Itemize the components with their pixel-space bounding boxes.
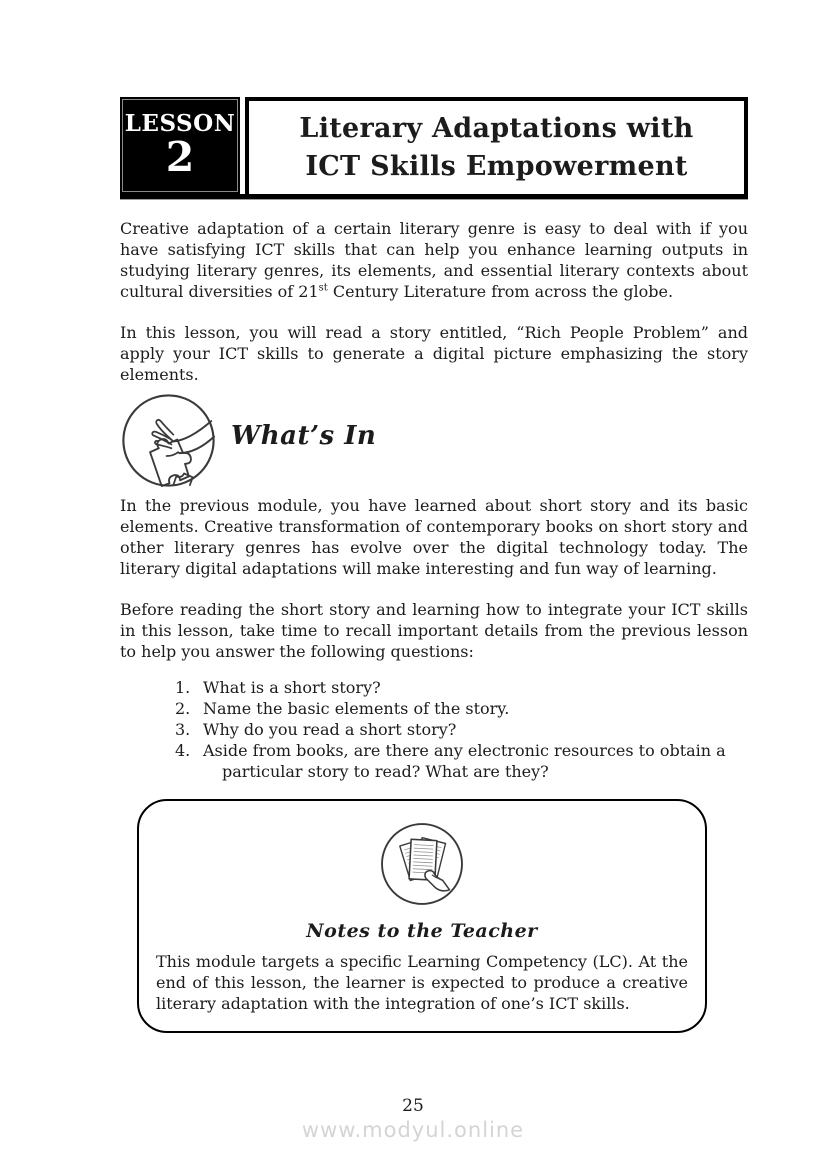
watermark: www.modyul.online [301, 1118, 525, 1142]
teacher-notes-box [137, 799, 707, 1033]
lesson-title-box [245, 97, 748, 194]
intro-paragraph-2: In this lesson, you will read a story entitled, “Rich People Problem” and apply your ICT skills to generate a digital picture emphasizing the story elements. [120, 322, 748, 384]
list-item-text: What is a short story? [203, 677, 381, 697]
intro-paragraph-1-tail: Century Literature from across the globe. [327, 281, 674, 301]
page-content [120, 97, 748, 1033]
intro-paragraph-1-text: Creative adaptation of a certain literary genre is easy to deal with if you have satisfying ICT skills that can help you enhance learning outputs in studying literary genres, its elements, and essential literary contexts about cultural diversities of 21 [120, 218, 748, 301]
papers-hand-icon [156, 821, 688, 911]
list-item [175, 719, 748, 740]
list-item-number: 1. [175, 677, 191, 697]
lesson-banner [120, 97, 748, 199]
whats-in-paragraph-2: Before reading the short story and learning how to integrate your ICT skills in this lesson, take time to recall important details from the previous lesson to help you answer the following questions: [120, 599, 748, 661]
lesson-number-box [120, 97, 240, 194]
list-item-text: Why do you read a short story? [203, 719, 457, 739]
whats-in-section-header [120, 391, 748, 490]
ordinal-superscript: st [318, 282, 328, 294]
lesson-number: 2 [165, 133, 195, 182]
intro-paragraph-1 [120, 218, 748, 302]
teacher-notes-heading: Notes to the Teacher [306, 919, 538, 942]
whats-in-paragraph-1: In the previous module, you have learned about short story and its basic elements. Creative transformation of contemporary books on short story and other literary genres has evolve over the digital technology today. The literary digital adaptations will make interesting and fun way of learning. [120, 495, 748, 578]
list-item [175, 740, 748, 782]
lesson-label: LESSON [124, 110, 236, 138]
puzzle-hand-icon [120, 392, 217, 489]
page-number: 25 [402, 1096, 424, 1116]
list-item-number: 4. [175, 740, 191, 760]
lesson-title-line-2: ICT Skills Empowerment [305, 151, 688, 183]
whats-in-heading: What’s In [231, 421, 377, 452]
list-item [175, 677, 748, 698]
list-item [175, 698, 748, 719]
lesson-title-line-1: Literary Adaptations with [299, 113, 694, 144]
list-item-text: Aside from books, are there any electronic resources to obtain a particular story to read? What are they? [203, 740, 726, 781]
question-list [175, 677, 748, 782]
list-item-number: 2. [175, 698, 191, 718]
list-item-number: 3. [175, 719, 191, 739]
teacher-notes-body: This module targets a specific Learning Competency (LC). At the end of this lesson, the learner is expected to produce a creative literary adaptation with the integration of one’s ICT skills. [156, 951, 688, 1013]
list-item-text: Name the basic elements of the story. [203, 698, 510, 718]
